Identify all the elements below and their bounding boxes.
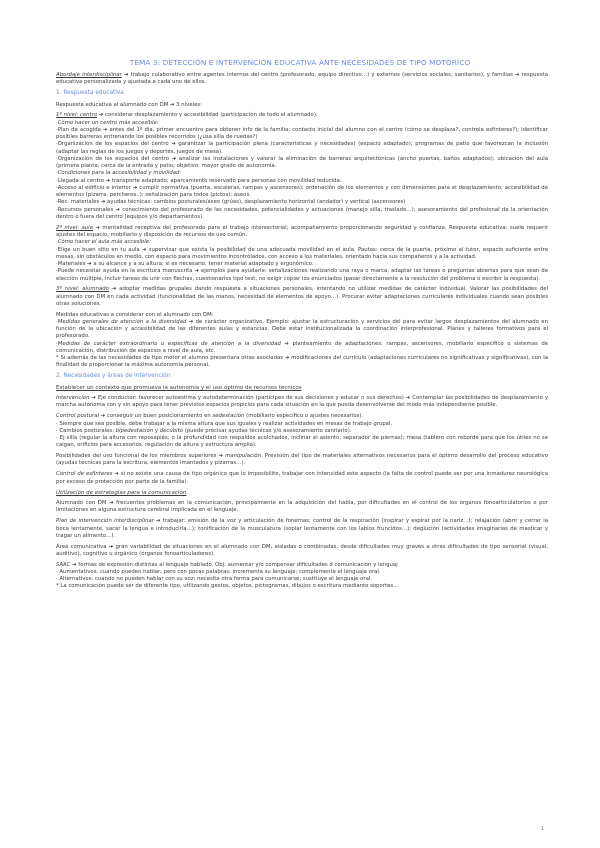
text-run: ➔ mentalidad receptiva del profesorado para el trabajo intersectorial; acompañamiento proporcionando seguridad y confianza. Respuesta educativa: suele requerir ajustes del espacio, mobiliario y disposición de recursos de uso común. <box>56 224 548 239</box>
page-number: 1 <box>540 826 544 832</box>
paragraph <box>56 120 548 127</box>
text-run: ➔ planteamiento de adaptaciones: rampas, ascensores, mobiliario específico o sistemas de comunicación, distribución de espacios a nivel de aula, etc. <box>56 340 549 354</box>
text-run: ➔ Eje conductor: favorecer autoestima y autodeterminación (participes de sus decisiones y educar n sus derechos) ➔ Contemplar las posibilidades de desplazamiento y marcha autónoma con y sin apoyo para tener previstos espacios propicios para cada situación en la que pueda desenvolverse del modo más independiente posible. <box>56 395 548 409</box>
text-run: ·Elige un buen sitio en tu aula ➔ supervisar que exista la posibilidad de una adecuada movilidad en el aula. Pautas: cerca de la puerta, próximo al tutor, espacio suficiente entre mesas, sin obstáculos en medio, con espacio para movimientos incontrolados, con acceso a los materiales, orientado hacia sus compañeros y a la actividad. <box>56 246 548 260</box>
text-run: ·Materiales ➔ a su alcance y a su altura; si es necesario, tener material adaptado y ergonómico. <box>56 261 314 268</box>
text-run: Control de esfínteres <box>56 471 113 478</box>
text-run: · Alternativos: cuando no pueden hablar con su voz; necesita otra forma para comunicarse; sustituye el lenguaje oral. <box>56 576 373 583</box>
text-run: ➔ de carácter organizativo. Ejemplo: ajustar la estructuración y servicios del para evitar largos desplazamientos del alumnado en función de la ubicación y accesibilidad de las diferentes aulas y estancias. Debe estar institucionalizada la coordinación interprofesional. Planes y talleres formativos para el profesorado. <box>56 318 548 340</box>
text-run: · Aumentativos: cuando pueden hablar, pero con pocas palabras; incrementa su lenguaje; complementa el lenguaje oral. <box>56 568 381 575</box>
paragraph <box>56 170 548 177</box>
text-run: 2º nivel: aula <box>56 224 93 231</box>
text-run: · Siempre que sea posible, debe trabajar a la misma altura que sus iguales y realizar actividades en mesas de trabajo grupal. <box>56 420 393 427</box>
text-run: ·Puede necesitar ayuda en la escritura manuscrita ➔ ejemplos para ayudarle: señalizaciones realizando una raya o marca, adaptar las tareas o preguntas abiertas para que sean de elección múltiple, incluir tareas de unir con flechas, cuestionarios tipo test, no exigir copiar los enunciados (pasar directamente a la resolución del problema o escribir la respuesta). <box>56 268 548 282</box>
text-run: manipulación <box>225 453 262 460</box>
paragraph <box>56 544 548 559</box>
paragraph <box>56 562 548 569</box>
text-run: ·Condiciones para la accesibilidad y movilidad: <box>56 170 182 177</box>
text-run: · Cambios posturales: <box>56 427 116 434</box>
text-run: ➔ conseguir un buen posicionamiento en <box>99 413 213 420</box>
text-run: ·Cómo hacer el aula más accesible: <box>56 239 151 246</box>
paragraph <box>56 395 548 410</box>
paragraph <box>56 268 548 283</box>
paragraph <box>56 435 548 450</box>
text-run: ➔ trabajar: emisión de la voz y articulación de fonemas; control de la respiración (inspirar y espirar por la nariz…); relajación (abrir y cerrar la boca lentamente, sacar la lengua e introducirla…); tonificación de la musculatura (soplar lentamente con los labios fruncidos…); deglución (actividades imaginarias de masticar y tragar un alimento…). <box>56 518 548 539</box>
text-run: Medidas educativas a considerar con el alumnado con DM: <box>56 311 214 318</box>
paragraph <box>56 141 548 156</box>
text-run: ·Llegada al centro ➔ transporte adaptado; aparcamiento reservado para personas con movilidad reducida. <box>56 177 342 184</box>
text-run: Plan de intervención interdisciplinar <box>56 518 154 525</box>
paragraph <box>56 453 548 468</box>
text-run: Medidas generales de atención a la diversidad <box>57 318 187 325</box>
paragraph <box>56 428 548 435</box>
document-body <box>56 72 548 594</box>
paragraph <box>56 583 548 590</box>
text-run: SAAC <box>56 561 71 568</box>
paragraph <box>56 569 548 576</box>
text-run: ➔ trabajo colaborativo entre agentes internos del centro (profesorado, equipo directivo…) y externos (servicios sociales, sanitarios), y familias ➔ respuesta educativa personalizada y ajustada a cada uno de ellos. <box>56 72 549 86</box>
text-run: Control postural <box>56 413 100 420</box>
section-heading <box>56 373 548 381</box>
text-run: * Si además de las necesidades de tipo motor el alumno presentara otras asociadas ➔ modificaciones del currículo (adaptaciones curriculares no significativas y significativas), con la finalidad de proporcionar la máxima autonomía personal. <box>56 355 548 369</box>
text-run: Medidas de carácter extraordinario o específicas de atención a la diversidad <box>57 340 281 347</box>
text-run: (mobiliario específico o ajustes necesarios). <box>244 413 364 420</box>
paragraph <box>56 199 548 206</box>
text-run: ➔ si no existe una causa de tipo orgánico que lo imposibilite, trabajar con intensidad este aspecto (la falta de control puede ser por una inmadurez neurológica por exceso de protección por parte de la familia). <box>56 471 548 485</box>
paragraph <box>56 127 548 142</box>
paragraph <box>56 156 548 171</box>
text-run: ·Rec. materiales ➔ ayudas técnicas: cambios posturales/aseo (grúas), desplazamiento horizontal (andador) y vertical (ascensores) <box>56 199 406 206</box>
text-run: sedestación <box>212 413 245 420</box>
paragraph <box>56 312 548 319</box>
paragraph <box>56 518 548 540</box>
paragraph <box>56 247 548 262</box>
text-run: Abordaje interdisciplinar <box>56 72 122 78</box>
text-run: 3º nivel: alumnado <box>56 286 109 293</box>
text-run: Alumnado con DM ➔ frecuentes problemas en la comunicación, principalmente en la adquisición del habla, por dificultades en el control de los órganos fonoarticulatorios o por limitaciones en alguna estructura cerebral implicada en el lenguaje. <box>56 500 548 514</box>
text-run: decúbito <box>159 427 183 434</box>
text-run: Área comunicativa ➔ gran variabilidad de situaciones en el alumnado con DM, aisladas o combinadas, desde dificultades muy graves a otras dificultades de tipo sensorial (visual, auditivo), cognitivo u orgánico (órganos fonoarticuladores). <box>56 543 548 557</box>
text-run: Intervención <box>56 395 90 402</box>
subsection-heading <box>56 385 548 392</box>
text-run: Utilización de estrategias para la comunicación <box>56 489 187 496</box>
paragraph <box>56 286 548 308</box>
text-run: 1º nivel: centro <box>56 112 98 119</box>
text-run: Posibilidades del uso funcional de los miembros superiores ➔ <box>56 453 226 460</box>
text-run: (puede precisar ayudas técnicas y/o asesoramiento sanitario). <box>183 427 352 434</box>
section-heading <box>56 90 548 98</box>
paragraph <box>56 225 548 240</box>
paragraph <box>56 112 548 119</box>
paragraph <box>56 239 548 246</box>
paragraph <box>56 413 548 420</box>
text-run: · Ej silla (regular la altura con reposapiés, o la profundidad con respaldos acolchados, inclinar el asiento, separador de piernas); mesa (tablero con reborde para que los útiles no se caigan, orificios para accesorios, regulación de altura y estructura amplia). <box>56 435 548 449</box>
paragraph <box>56 185 548 200</box>
text-run: Establecer un contexto que promueva la autonomía y el uso óptimo de recursos técnicos <box>56 384 302 391</box>
text-run: 1. Respuesta educativa <box>56 90 124 97</box>
text-run: ·Organización de los espacios del centro ➔ garantizar la participación plena (características y necesidades) (espacio adaptado); programas de patio que favorezcan la inclusión (adaptar las reglas de los juegos y deportes, juegos de mesa). <box>56 141 548 155</box>
text-run: ·Recursos personales ➔ conocimiento del profesorado de las necesidades, potencialidades y actuaciones (manejo silla, traslado…); asesoramiento del profesional de la orientación dentro o fuera del centro (equipos y/o departamentos). <box>56 206 548 220</box>
text-run: . Previsión del tipo de materiales alternativos necesarios para el óptimo desarrollo del proceso educativo (ayudas técnicas para la escritura, elementos imantados y pizarras…). <box>56 453 548 467</box>
paragraph <box>56 207 548 222</box>
paragraph <box>56 341 548 356</box>
paragraph <box>56 261 548 268</box>
paragraph <box>56 102 548 109</box>
paragraph <box>56 178 548 185</box>
text-run: ·Cómo hacer un centro más accesible: <box>56 119 159 126</box>
text-run: ·Organización de los espacios del centro ➔ analizar las instalaciones y valorar la eliminación de barreras arquitectónicas (ancho puertas, baños adaptados); ubicación del aula (primera planta, cerca de la entrada y patio; objetivo: mayor grado de autonomía. <box>56 155 548 170</box>
paragraph <box>56 421 548 428</box>
document-title: TEMA 3: DETECCIÓN E INTERVENCIÓN EDUCATIVA ANTE NECESIDADES DE TIPO MOTÓRICO <box>129 58 471 67</box>
paragraph <box>56 72 548 87</box>
text-run: bipedestación <box>115 427 154 434</box>
text-run: * La comunicación puede ser de diferente tipo, utilizando gestos, objetos, pictogramas, dibujos o escritura mediante soportes… <box>56 583 399 590</box>
text-run: ·Acceso al edificio e interior ➔ cumplir normativa (puerta, escaleras, rampas y ascensores); ordenación de los elementos y con dimensiones para el desplazamiento; accesibilidad de elementos (pizarra, percheros..); señalización para todos (pictos); aseos. <box>56 184 548 199</box>
text-run: · <box>56 340 58 347</box>
text-run: ➔ considerar desplazamiento y accesibilidad (participación de todo el alumnado). <box>97 112 318 119</box>
paragraph <box>56 471 548 486</box>
text-run: Respuesta educativa al alumnado con DM ➔ 3 niveles: <box>56 101 202 108</box>
text-run: · <box>56 318 58 325</box>
paragraph <box>56 500 548 515</box>
paragraph <box>56 355 548 370</box>
text-run: 2. Necesidades y áreas de intervención <box>56 373 171 380</box>
paragraph <box>56 319 548 341</box>
subsection-heading <box>56 490 548 497</box>
text-run: ➔ formas de expresión distintas al lenguaje hablado. Obj: aumentar y/o compensar dificultades d comunicación y lenguaj <box>70 561 398 568</box>
text-run: ➔ adoptar medidas grupales dando respuesta a situaciones personales, intentando no utilizar medidas de carácter individual. Valorar las posibilidades del alumnado con DM en cada actividad (funcionalidad de las manos, necesidad de elementos de apoyo…). Procurar evitar adaptaciones curriculares individuales cuando sean posibles otras soluciones. <box>56 286 548 307</box>
text-run: y <box>153 427 160 434</box>
text-run: ·Plan de acogida ➔ antes del 1º día, primer encuentro para obtener info de la familia; contacto inicial del alumno con el centro (cómo se desplaza?, controla esfínteres?); identificar posibles barreras entrenando los posibles recorridos (¿usa silla de ruedas?) <box>56 126 548 141</box>
